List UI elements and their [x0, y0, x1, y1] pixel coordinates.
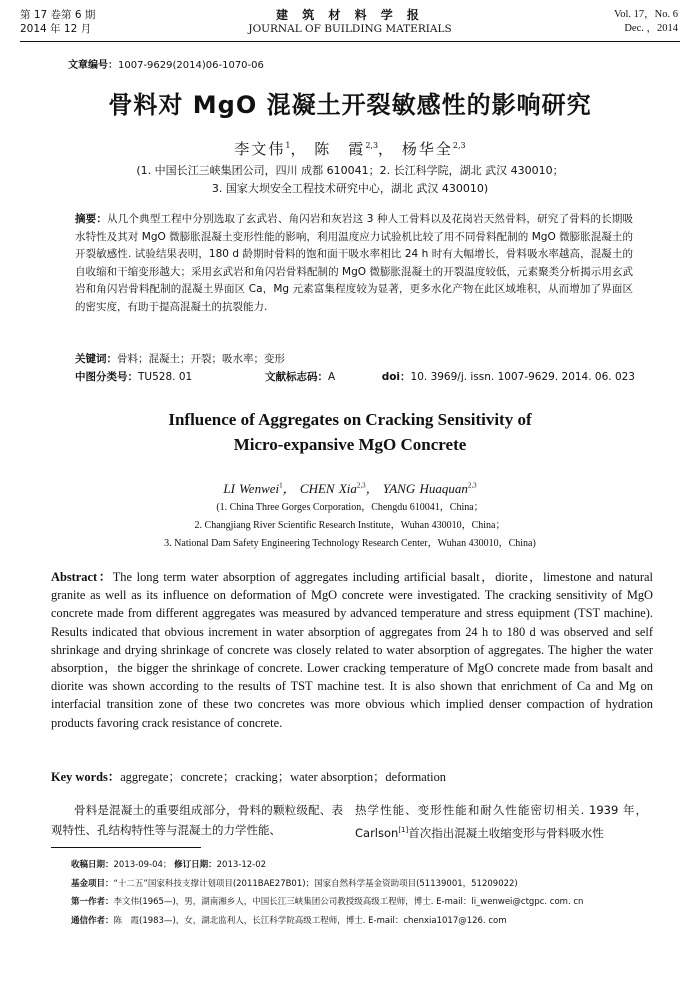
- author-en-sep-2: ，: [365, 481, 379, 496]
- footnote-first-author: [71, 893, 691, 912]
- journal-name-cn: 建 筑 材 料 学 报: [276, 8, 424, 22]
- fund-value: “十二五”国家科技支撑计划项目(2011BAE27B01)；国家自然科学基金资助项目(51139001，51209022): [113, 878, 518, 889]
- footnotes: [71, 856, 691, 930]
- classification-row: [75, 369, 635, 384]
- corresponding-author-label: 通信作者：: [71, 915, 114, 926]
- footnote-fund: [71, 875, 691, 894]
- article-number-label: 文章编号：: [68, 60, 118, 71]
- title-en-line-1: Influence of Aggregates on Cracking Sensitivity of: [168, 410, 532, 429]
- authors-en: [0, 478, 700, 497]
- footnote-rule: [51, 847, 201, 848]
- clc-value: TU528. 01: [138, 371, 193, 383]
- doi-value: 10. 3969/j. issn. 1007-9629. 2014. 06. 023: [410, 371, 635, 383]
- doc-code-value: A: [328, 371, 336, 383]
- revised-value: 2013-12-02: [216, 860, 267, 870]
- citation-ref: [1]: [398, 826, 409, 834]
- keywords-cn-label: 关键词：: [75, 353, 117, 365]
- affiliation-cn-line-2: 3. 国家大坝安全工程技术研究中心，湖北 武汉 430010): [211, 182, 489, 195]
- author-1-en-sup: 1: [279, 481, 283, 490]
- affiliation-en-line-1: (1. China Three Gorges Corporation，Chengdu 610041，China；: [216, 502, 484, 513]
- body-right-text-2: 首次指出混凝土收缩变形与骨料吸水性: [408, 825, 604, 840]
- document-code: [265, 369, 335, 384]
- affiliations-en: [0, 499, 700, 553]
- doi: [382, 369, 635, 384]
- affiliation-en-line-3: 3. National Dam Safety Engineering Technology Research Center，Wuhan 430010，China): [164, 538, 536, 549]
- author-3-en-sup: 2,3: [467, 481, 477, 490]
- header-rule: [20, 41, 680, 42]
- article-number-value: 1007-9629(2014)06-1070-06: [118, 60, 264, 71]
- running-header-center: [0, 8, 700, 36]
- article-number: [68, 56, 264, 71]
- abstract-en-label: Abstract：: [51, 570, 113, 584]
- corresponding-author-value: 陈 霞(1983—)，女，湖北监利人，长江科学院高级工程师，博士. E-mail：chenxia1017@126. com: [113, 915, 507, 926]
- author-3-en: YANG Huaquan: [382, 481, 468, 496]
- author-sep-1: ，: [290, 140, 308, 158]
- keywords-en-label: Key words：: [51, 770, 121, 784]
- fund-label: 基金项目：: [71, 878, 114, 889]
- first-author-value: 李文伟(1965—)，男，湖南湘乡人，中国长江三峡集团公司教授级高级工程师，博士. E-mail：li_wenwei@ctgpc. com. cn: [113, 897, 584, 907]
- date-en: Dec. ，2014: [624, 23, 678, 34]
- author-en-sep-1: ，: [282, 481, 296, 496]
- running-header-right: [614, 8, 678, 36]
- author-2-cn: 陈 霞: [314, 140, 366, 158]
- abstract-en-text: The long term water absorption of aggregates including artificial basalt，diorite，limestone and natural granite as well as its influence on deformation of MgO concrete were investigated. The cracking sensitivity of MgO concrete made from different aggregates was measured by advanced temperature and stress equipment (TST machine). Results indicated that obvious increment in water absorption of aggregates from 24 h to 180 d was observed and self shrinkage and drying shrinkage of concrete was closely related to water absorption of aggregates. The higher the water absorption，the bigger the shrinkage of concrete. Lower cracking temperature of MgO concrete made from basalt and diorite was shown according to the results of TST machine test. It is also shown that enrichment of Ca and Mg on interfacial transition zone of these two concretes was more obvious which implied denser compaction of hydration products favoring crack resistance of concrete.: [51, 570, 653, 730]
- footnote-dates: [71, 856, 691, 875]
- author-1-en: LI Wenwei: [223, 481, 280, 496]
- abstract-cn-label: 摘要：: [75, 213, 108, 225]
- received-value: 2013-09-04；: [113, 860, 172, 870]
- abstract-en: [51, 568, 653, 732]
- volume-cn: 第 17 卷第 6 期: [20, 9, 96, 21]
- author-2-en-sup: 2,3: [356, 481, 366, 490]
- journal-name-en: JOURNAL OF BUILDING MATERIALS: [248, 23, 452, 35]
- date-cn: 2014 年 12 月: [20, 23, 92, 35]
- keywords-cn-text: 骨料；混凝土；开裂；吸水率；变形: [117, 353, 285, 365]
- title-cn: 骨料对 MgO 混凝土开裂敏感性的影响研究: [108, 91, 592, 119]
- keywords-en-text: aggregate；concrete；cracking；water absorption；deformation: [120, 770, 446, 784]
- first-author-label: 第一作者：: [71, 897, 114, 907]
- authors-cn: [0, 138, 700, 159]
- revised-label: 修订日期：: [174, 860, 217, 870]
- author-3-cn: 杨华全: [401, 140, 453, 158]
- abstract-cn: [75, 211, 633, 316]
- body-right-text-1: 热学性能、变形性能和耐久性能密切相关. 1939 年，Carlson: [355, 803, 647, 840]
- affiliations-cn: [0, 162, 700, 198]
- author-2-en: CHEN Xia: [299, 481, 357, 496]
- volume-en: Vol. 17，No. 6: [614, 9, 678, 20]
- affiliation-en-line-2: 2. Changjiang River Scientific Research Institute，Wuhan 430010，China；: [194, 520, 506, 531]
- keywords-en: [51, 767, 653, 785]
- title-en-line-2: Micro-expansive MgO Concrete: [233, 435, 467, 454]
- doc-code-label: 文献标志码：: [265, 371, 328, 383]
- author-1-sup: 1: [285, 141, 291, 150]
- footnote-corresponding-author: [71, 912, 691, 931]
- clc-label: 中图分类号：: [75, 371, 138, 383]
- author-3-sup: 2,3: [452, 141, 466, 150]
- body-column-left: 骨料是混凝土的重要组成部分，骨料的颗粒级配、表观特性、孔结构特性等与混凝土的力学性能、: [51, 803, 343, 837]
- author-sep-2: ，: [378, 140, 396, 158]
- received-label: 收稿日期：: [71, 860, 114, 870]
- keywords-cn: [75, 351, 633, 366]
- abstract-cn-text: 从几个典型工程中分别选取了玄武岩、角闪岩和灰岩这 3 种人工骨料以及花岗岩天然骨料，研究了骨料的长期吸水特性及其对 MgO 微膨胀混凝土变形性能的影响，利用温度应力试验机比较了用不同骨料配制的 MgO 微膨胀混凝土的开裂敏感性. 试验结果表明，180 d 龄期时骨料的饱和面干吸水率相比 24 h 时有大幅增长，骨料吸水率越高，混凝土的自收缩和干缩变形越大；采用玄武岩和角闪岩骨料配制的 MgO 微膨胀混凝土的开裂温度较低，元素聚类分析揭示用玄武岩和角闪岩骨料配制的混凝土界面区 Ca，Mg 元素富集程度较为显著，更多水化产物在此区域堆积，从而增加了界面区的密实度，有助于提高混凝土的抗裂能力.: [75, 213, 633, 313]
- author-1-cn: 李文伟: [234, 140, 286, 158]
- author-2-sup: 2,3: [365, 141, 379, 150]
- affiliation-cn-line-1: (1. 中国长江三峡集团公司，四川 成都 610041；2. 长江科学院，湖北 武汉 430010；: [136, 164, 564, 177]
- doi-label: doi：: [381, 371, 411, 383]
- clc-number: [75, 371, 192, 383]
- title-en: [0, 407, 700, 457]
- body-column-right: [355, 800, 647, 843]
